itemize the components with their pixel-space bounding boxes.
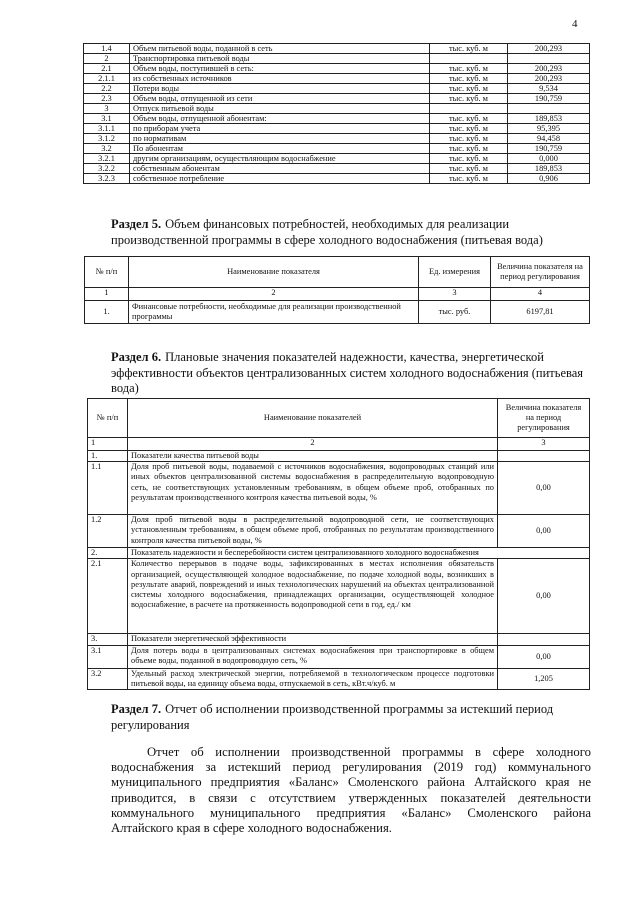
cell-unit (430, 104, 508, 114)
cell-unit: тыс. куб. м (430, 74, 508, 84)
cell-value: 9,534 (508, 84, 590, 94)
cell-num: 2.1 (84, 64, 130, 74)
table-row (84, 54, 590, 64)
cell-num: 3.1.1 (84, 124, 130, 134)
cell-num: 2.1.1 (84, 74, 130, 84)
cell-num: 2.1 (88, 559, 128, 634)
cell-num: 1.4 (84, 44, 130, 54)
cell-num: 3.2.2 (84, 164, 130, 174)
header-num: № п/п (85, 257, 129, 288)
index-cell: 3 (498, 438, 590, 451)
section-5-title: Объем финансовых потребностей, необходимых для реализации производственной программы в сфере холодного водоснабжения (питьевая вода) (111, 217, 543, 247)
table-row (84, 64, 590, 74)
cell-num: 1.1 (88, 462, 128, 515)
section-6-label: Раздел 6. (111, 350, 162, 364)
cell-name: Количество перерывов в подаче воды, зафиксированных в местах исполнения обязательств организацией, осуществляющей холодное водоснабжение, по подаче холодной воды, возникших в результате аварий, повреждений и иных технологических нарушений на объектах централизованной системы холодного водоснабжения, принадлежащих организации, осуществляющей холодное водоснабжение, в расчете на протяженность водопроводной сети в год, ед./ км (128, 559, 498, 634)
section-6-heading (111, 350, 596, 397)
cell-value: 95,395 (508, 124, 590, 134)
header-name: Наименование показателей (128, 399, 498, 438)
cell-name: Объем воды, отпущенной абонентам: (130, 114, 430, 124)
cell-value (508, 104, 590, 114)
table-row (84, 74, 590, 84)
cell-num: 1. (88, 451, 128, 462)
cell-value (498, 451, 590, 462)
index-cell: 1 (85, 288, 129, 301)
cell-unit: тыс. куб. м (430, 154, 508, 164)
cell-unit: тыс. куб. м (430, 144, 508, 154)
table-row (88, 634, 590, 645)
cell-unit (430, 54, 508, 64)
cell-num: 3.2 (88, 668, 128, 689)
section-7-title: Отчет об исполнении производственной программы за истекший период регулирования (111, 702, 554, 732)
cell-unit: тыс. куб. м (430, 124, 508, 134)
cell-name: Доля проб питьевой воды, подаваемой с источников водоснабжения, водопроводных станций или иных объектов централизованной системы водоснабжения в распределительную водопроводную сеть, не соответствующих установленным требованиям, в общем объеме проб, отобранных по результатам производственного контроля качества питьевой воды, % (128, 462, 498, 515)
cell-unit: тыс. куб. м (430, 174, 508, 184)
cell-value: 0,00 (498, 645, 590, 668)
table-row (84, 174, 590, 184)
section-7-paragraph (111, 745, 591, 836)
section-7-heading (111, 702, 596, 733)
index-cell: 3 (419, 288, 491, 301)
cell-unit: тыс. куб. м (430, 44, 508, 54)
cell-name: собственным абонентам (130, 164, 430, 174)
table-row (88, 462, 590, 515)
table-row (84, 154, 590, 164)
cell-unit: тыс. куб. м (430, 64, 508, 74)
row-value: 6197,81 (491, 301, 590, 324)
cell-value: 0,00 (498, 515, 590, 548)
section-5-heading (111, 217, 596, 248)
cell-name: Показатели энергетической эффективности (128, 634, 498, 645)
cell-name: Объем питьевой воды, поданной в сеть (130, 44, 430, 54)
table-row (88, 515, 590, 548)
table-row (84, 134, 590, 144)
cell-num: 1.2 (88, 515, 128, 548)
table-row (84, 84, 590, 94)
section-7-text: Отчет об исполнении производственной программы в сфере холодного водоснабжения за истекший период регулирования (2019 год) коммунального муниципального предприятия «Баланс» Смоленского района Алтайского края не приводится, в связи с отсутствием утвержденных показателей деятельности коммунального муниципального предприятия «Баланс» Смоленского района Алтайского края в сфере холодного водоснабжения. (111, 745, 591, 836)
cell-value: 0,00 (498, 462, 590, 515)
cell-num: 2.3 (84, 94, 130, 104)
financial-needs-table (84, 256, 590, 324)
cell-num: 3.2 (84, 144, 130, 154)
cell-value: 200,293 (508, 74, 590, 84)
header-value: Величина показателя на период регулирования (491, 257, 590, 288)
cell-unit: тыс. куб. м (430, 134, 508, 144)
cell-value (498, 634, 590, 645)
cell-name: Доля потерь воды в централизованных системах водоснабжения при транспортировке в общем объеме воды, поданной в водопроводную сеть, % (128, 645, 498, 668)
cell-num: 3 (84, 104, 130, 114)
section-7-label: Раздел 7. (111, 702, 162, 716)
row-name: Финансовые потребности, необходимые для реализации производственной программы (129, 301, 419, 324)
index-cell: 4 (491, 288, 590, 301)
cell-value: 0,906 (508, 174, 590, 184)
cell-name: по приборам учета (130, 124, 430, 134)
cell-num: 2.2 (84, 84, 130, 94)
cell-name: Транспортировка питьевой воды (130, 54, 430, 64)
cell-name: Показатель надежности и бесперебойности систем централизованного холодного водоснабжения (128, 548, 590, 559)
cell-name: из собственных источников (130, 74, 430, 84)
indicators-table (87, 398, 590, 690)
index-cell: 2 (128, 438, 498, 451)
page-number: 4 (572, 18, 578, 30)
header-num: № п/п (88, 399, 128, 438)
section-6-title: Плановые значения показателей надежности, качества, энергетической эффективности объектов централизованных систем холодного водоснабжения (питьевая вода) (111, 350, 584, 395)
cell-num: 2 (84, 54, 130, 64)
cell-value: 0,00 (498, 559, 590, 634)
cell-value (508, 54, 590, 64)
cell-unit: тыс. куб. м (430, 94, 508, 104)
cell-name: собственное потребление (130, 174, 430, 184)
cell-num: 3.1 (88, 645, 128, 668)
table-row (84, 94, 590, 104)
table-row (88, 668, 590, 689)
water-balance-table (83, 43, 590, 184)
cell-name: Потери воды (130, 84, 430, 94)
cell-num: 2. (88, 548, 128, 559)
table-row (84, 144, 590, 154)
table-row (88, 451, 590, 462)
cell-num: 3.1.2 (84, 134, 130, 144)
cell-value: 200,293 (508, 64, 590, 74)
cell-num: 3.1 (84, 114, 130, 124)
cell-value: 0,000 (508, 154, 590, 164)
cell-unit: тыс. куб. м (430, 114, 508, 124)
index-cell: 2 (129, 288, 419, 301)
header-value: Величина показателя на период регулирования (498, 399, 590, 438)
header-name: Наименование показателя (129, 257, 419, 288)
cell-unit: тыс. куб. м (430, 84, 508, 94)
section-5-label: Раздел 5. (111, 217, 162, 231)
cell-value: 200,293 (508, 44, 590, 54)
table-row (88, 548, 590, 559)
cell-name: по нормативам (130, 134, 430, 144)
table-row (84, 44, 590, 54)
cell-value: 1,205 (498, 668, 590, 689)
cell-name: Объем воды, поступившей в сеть: (130, 64, 430, 74)
cell-value: 190,759 (508, 94, 590, 104)
table-row (84, 124, 590, 134)
cell-name: Удельный расход электрической энергии, потребляемой в технологическом процессе подготовки питьевой воды, на единицу объема воды, отпускаемой в сеть, кВт.ч/куб. м (128, 668, 498, 689)
cell-value: 189,853 (508, 114, 590, 124)
index-cell: 1 (88, 438, 128, 451)
cell-num: 3.2.3 (84, 174, 130, 184)
row-unit: тыс. руб. (419, 301, 491, 324)
cell-unit: тыс. куб. м (430, 164, 508, 174)
table-row (84, 114, 590, 124)
cell-num: 3. (88, 634, 128, 645)
table-row (88, 559, 590, 634)
cell-name: Доля проб питьевой воды в распределительной водопроводной сети, не соответствующих установленным требованиям, в общем объеме проб, отобранных по результатам производственного контроля качества питьевой воды, % (128, 515, 498, 548)
cell-num: 3.2.1 (84, 154, 130, 164)
cell-name: По абонентам (130, 144, 430, 154)
row-num: 1. (85, 301, 129, 324)
table-row (84, 164, 590, 174)
cell-value: 190,759 (508, 144, 590, 154)
cell-name: Отпуск питьевой воды (130, 104, 430, 114)
header-unit: Ед. измерения (419, 257, 491, 288)
cell-name: Показатели качества питьевой воды (128, 451, 498, 462)
cell-value: 94,458 (508, 134, 590, 144)
table-row (88, 645, 590, 668)
cell-name: Объем воды, отпущенной из сети (130, 94, 430, 104)
cell-value: 189,853 (508, 164, 590, 174)
cell-name: другим организациям, осуществляющим водоснабжение (130, 154, 430, 164)
table-row (84, 104, 590, 114)
